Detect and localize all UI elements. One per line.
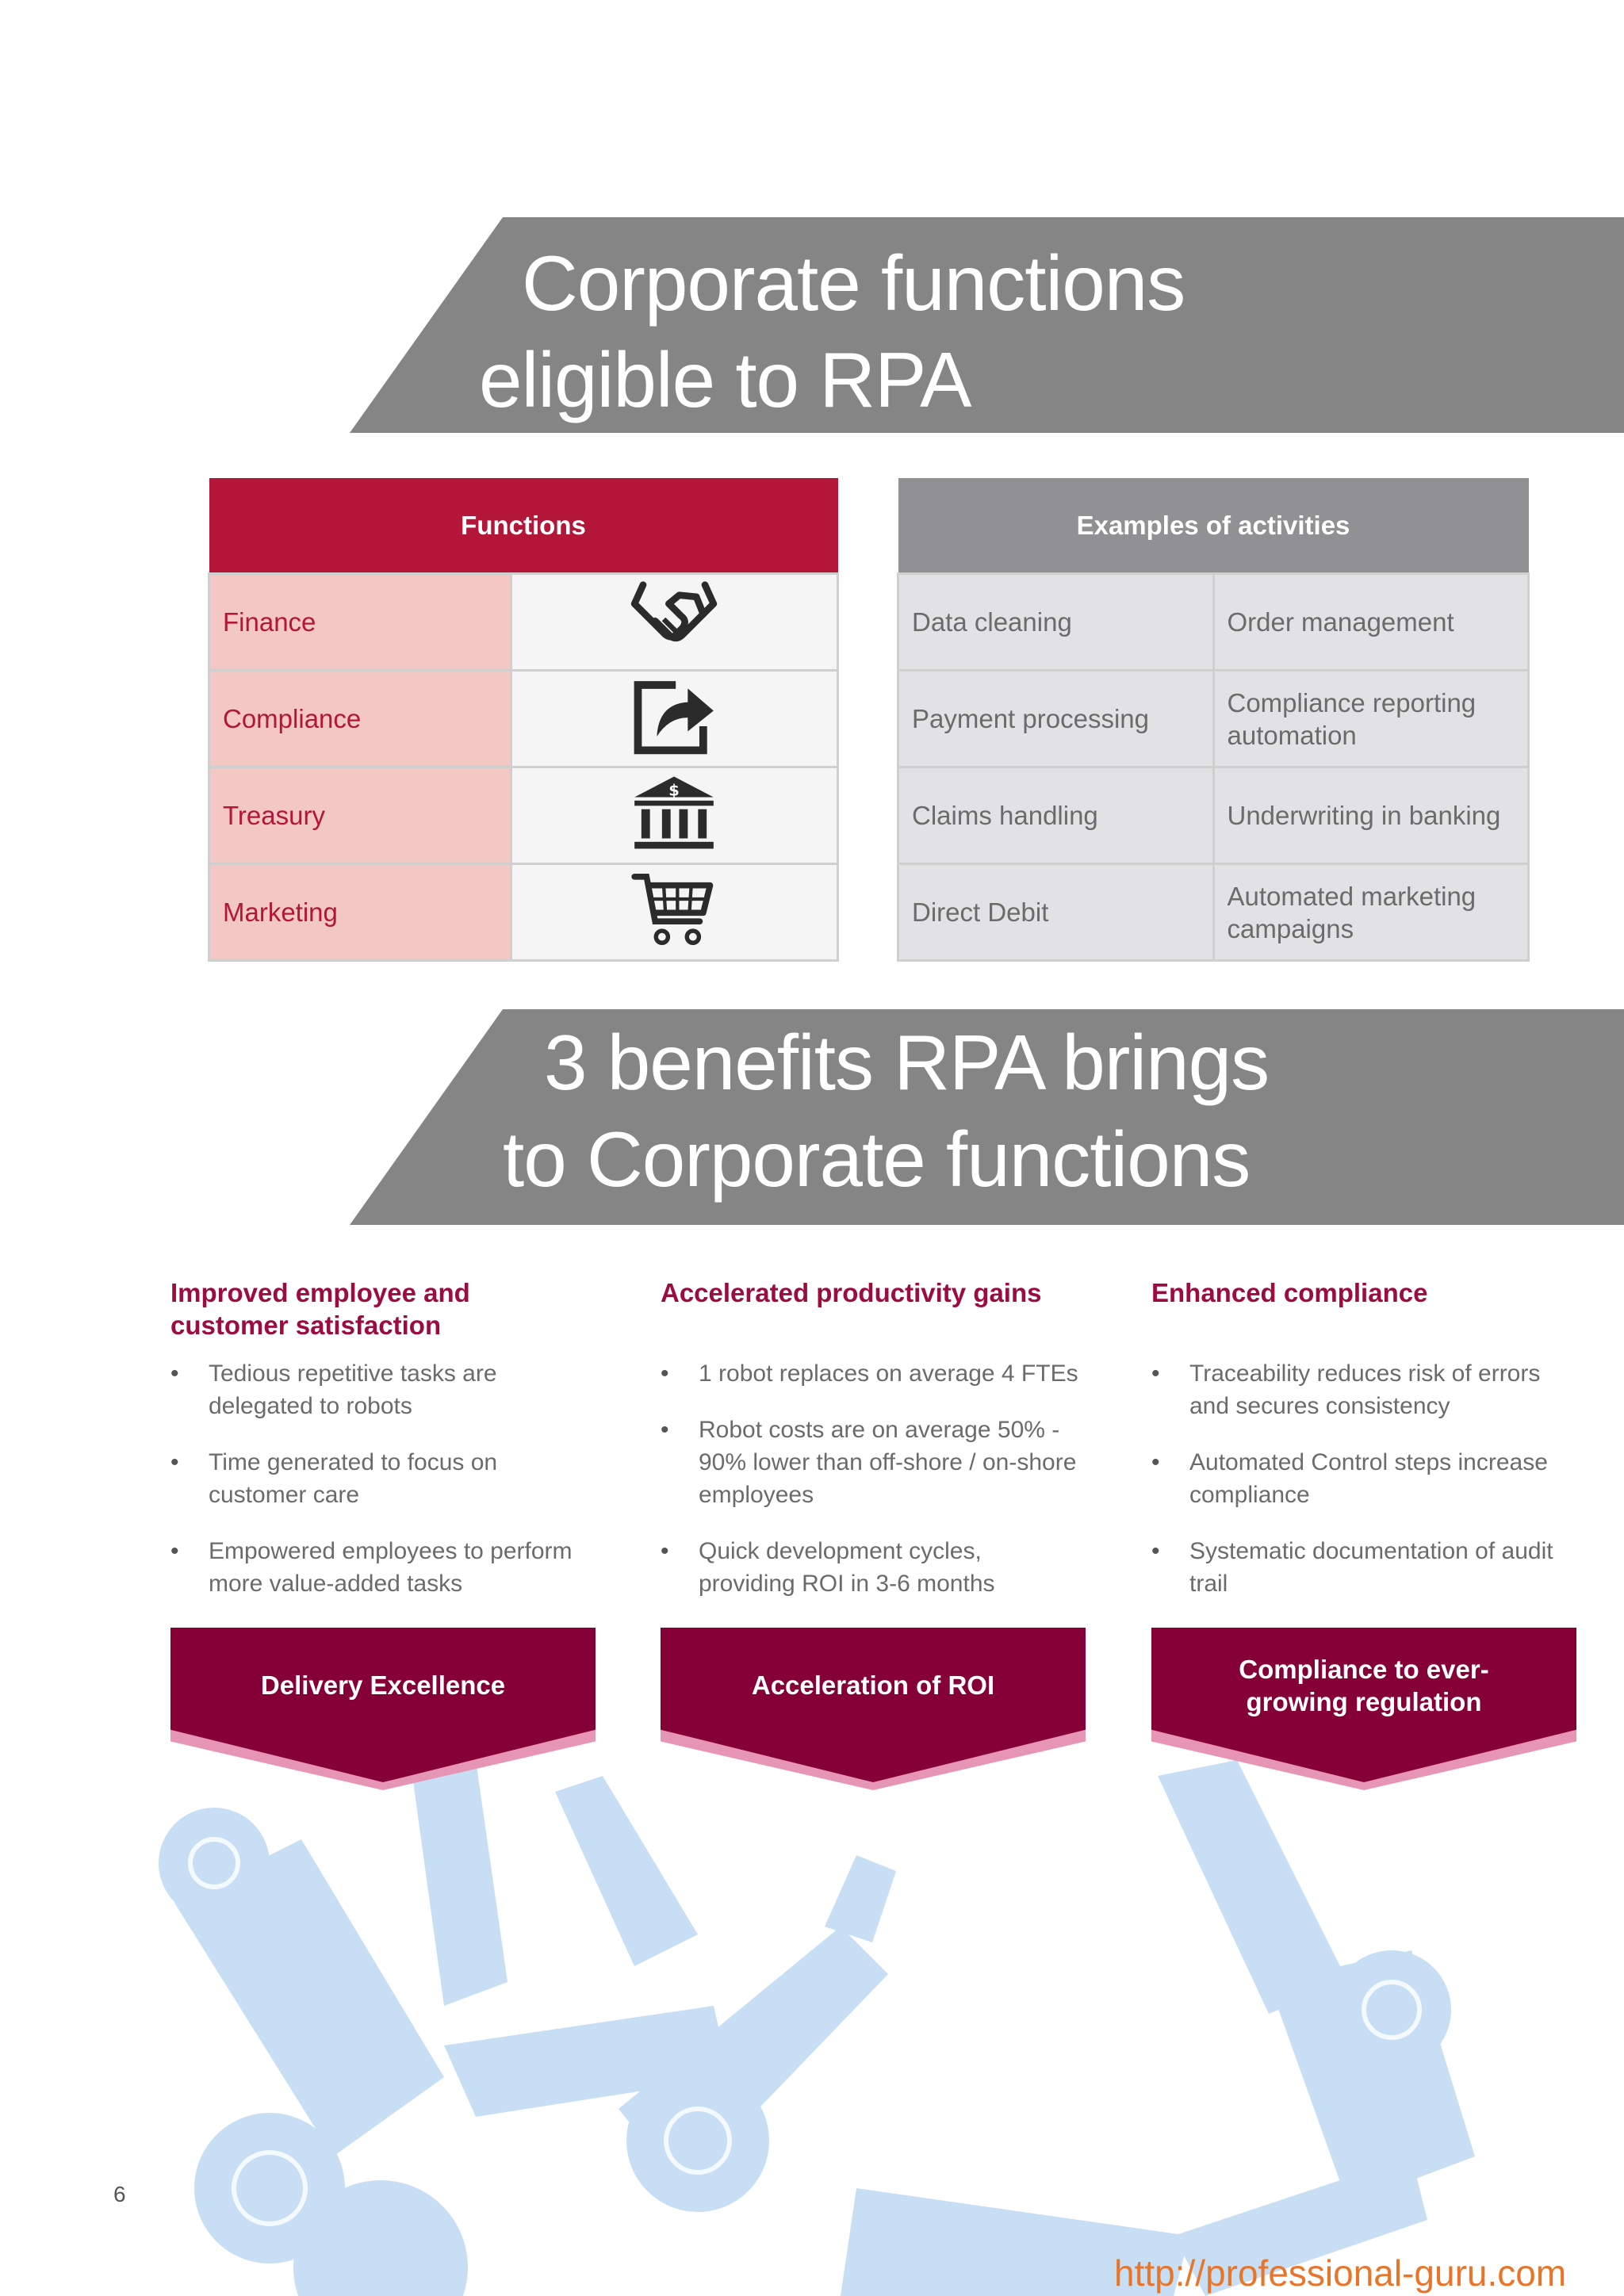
benefit-heading: Accelerated productivity gains — [661, 1278, 1042, 1307]
benefit-bullet: • Empowered employees to perform more value-added tasks — [170, 1535, 591, 1600]
benefit-heading: Improved employee and customer satisfaction — [170, 1278, 470, 1340]
table-row — [209, 574, 838, 671]
outcome-chevron — [661, 1628, 1086, 1794]
benefit-bullet: • Quick development cycles, providing ROI in 3-6 months — [661, 1535, 1081, 1600]
table-row — [898, 574, 1529, 671]
outcome-chevron — [170, 1628, 596, 1794]
table-row — [209, 671, 838, 767]
table-row — [209, 767, 838, 864]
share-icon — [511, 671, 837, 767]
bank-icon — [511, 767, 837, 864]
functions-table — [208, 478, 839, 962]
benefit-column — [661, 1276, 1081, 1624]
outcome-label: Delivery Excellence — [260, 1670, 506, 1700]
benefit-column — [170, 1276, 591, 1624]
table-row — [898, 767, 1529, 864]
function-name: Treasury — [209, 767, 511, 864]
benefit-bullet: • 1 robot replaces on average 4 FTEs — [661, 1357, 1081, 1390]
function-name: Finance — [209, 574, 511, 671]
page-number: 6 — [113, 2182, 126, 2206]
table-row — [898, 671, 1529, 767]
benefit-heading: Enhanced compliance — [1151, 1278, 1428, 1307]
functions-table-header: Functions — [209, 478, 838, 574]
benefit-column — [1151, 1276, 1572, 1624]
benefit-bullet: • Systematic documentation of audit trail — [1151, 1535, 1572, 1600]
section-title-line2: eligible to RPA — [479, 336, 971, 423]
benefit-bullet: • Automated Control steps increase compliance — [1151, 1446, 1572, 1511]
outcome-label: Acceleration of ROI — [751, 1670, 995, 1700]
benefit-bullet: • Robot costs are on average 50% - 90% lower than off-shore / on-shore employees — [661, 1414, 1081, 1511]
activity-cell: Claims handling — [898, 767, 1214, 864]
outcome-label: Compliance to ever-growing regulation — [1239, 1654, 1489, 1716]
activity-cell: Order management — [1213, 574, 1529, 671]
handshake-icon — [511, 574, 837, 671]
outcome-chevron — [1151, 1628, 1576, 1794]
activity-cell: Direct Debit — [898, 864, 1214, 961]
benefit-bullet: • Traceability reduces risk of errors and secures consistency — [1151, 1357, 1572, 1422]
activity-cell: Compliance reporting automation — [1213, 671, 1529, 767]
section-title-line1: Corporate functions — [522, 239, 1185, 327]
section-title-line1: 3 benefits RPA brings — [544, 1019, 1270, 1106]
benefit-bullet: • Time generated to focus on customer care — [170, 1446, 591, 1511]
activity-cell: Automated marketing campaigns — [1213, 864, 1529, 961]
function-name: Marketing — [209, 864, 511, 961]
activity-cell: Underwriting in banking — [1213, 767, 1529, 864]
function-name: Compliance — [209, 671, 511, 767]
robot-arms-illustration — [0, 1744, 1624, 2296]
activity-cell: Payment processing — [898, 671, 1214, 767]
table-row — [898, 864, 1529, 961]
examples-table — [897, 478, 1530, 962]
benefit-bullet: • Tedious repetitive tasks are delegated to robots — [170, 1357, 591, 1422]
table-row — [209, 864, 838, 961]
examples-table-header: Examples of activities — [898, 478, 1529, 574]
shopping-cart-icon — [511, 864, 837, 961]
watermark-link[interactable]: http://professional-guru.com — [1114, 2252, 1567, 2294]
activity-cell: Data cleaning — [898, 574, 1214, 671]
svg-text:$: $ — [668, 780, 680, 799]
section-title-line2: to Corporate functions — [503, 1115, 1251, 1203]
